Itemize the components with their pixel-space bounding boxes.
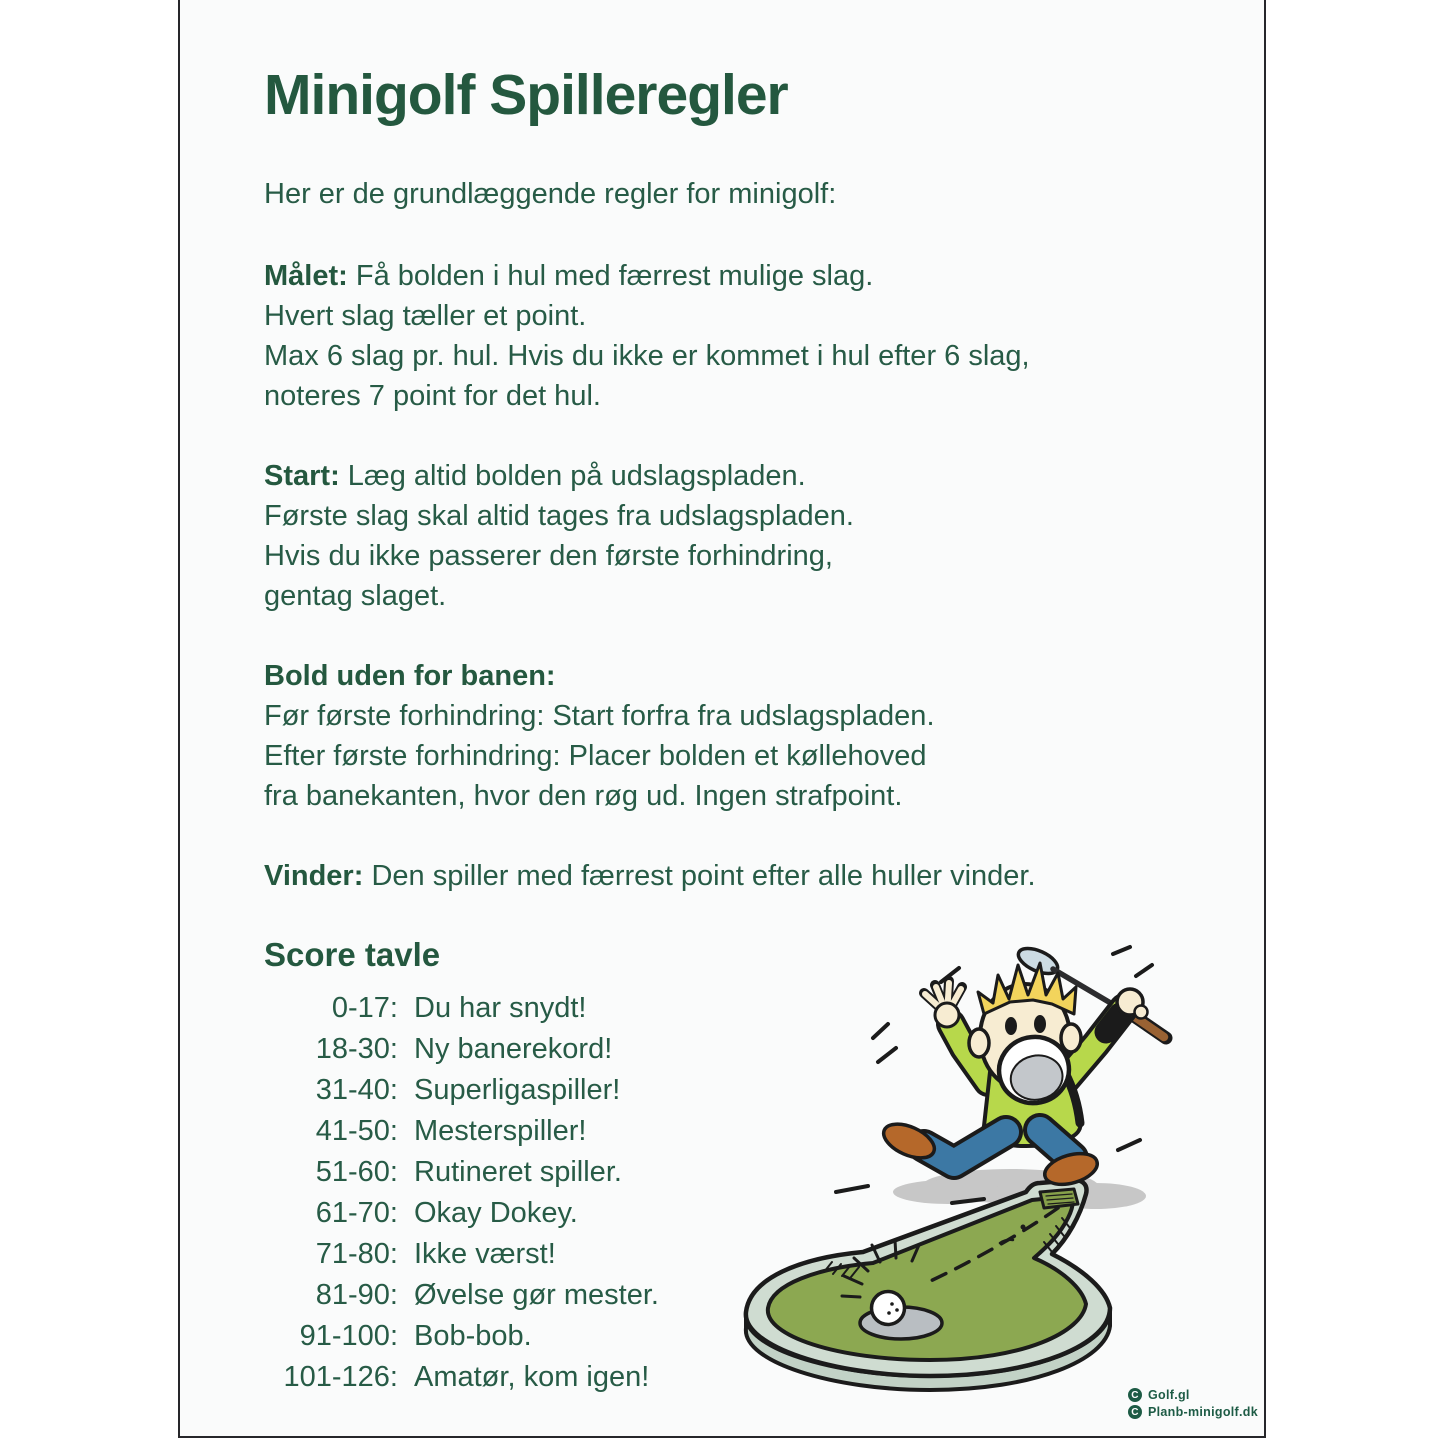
copyright-c-icon: C bbox=[1128, 1405, 1142, 1419]
poster-page bbox=[178, 0, 1266, 1438]
intro-text: Her er de grundlæggende regler for minigolf: bbox=[264, 178, 837, 210]
credit-planb-minigolf: C Planb-minigolf.dk bbox=[1128, 1405, 1258, 1419]
score-row: 61-70: Okay Dokey. bbox=[315, 1197, 578, 1229]
score-table-heading: Score tavle bbox=[264, 936, 441, 973]
section-winner-label: Vinder: bbox=[264, 860, 364, 892]
section-start: Start: Læg altid bolden på udslagspladen. Første slag skal altid tages fra udslagspladen. Hvis du ikke passerer den første forhindring, gentag slaget. bbox=[264, 460, 854, 612]
section-out-of-bounds-label: Bold uden for banen: bbox=[264, 660, 556, 692]
score-row: 91-100: Bob-bob. bbox=[299, 1320, 532, 1352]
section-out-of-bounds: Bold uden for banen: Før første forhindring: Start forfra fra udslagspladen. Efter første forhindring: Placer bolden et køllehoved fra banekanten, hvor den røg ud. Ingen strafpoint. bbox=[264, 660, 935, 812]
section-start-label: Start: bbox=[264, 460, 340, 492]
score-row: 41-50: Mesterspiller! bbox=[315, 1115, 587, 1147]
section-goal: Målet: Få bolden i hul med færrest mulige slag. Hvert slag tæller et point. Max 6 slag pr. hul. Hvis du ikke er kommet i hul efter 6 slag, noteres 7 point for det hul. bbox=[264, 260, 1030, 412]
copyright-c-icon: C bbox=[1128, 1388, 1142, 1402]
section-winner: Vinder: Den spiller med færrest point efter alle huller vinder. bbox=[264, 860, 1036, 892]
score-table bbox=[264, 988, 1214, 1398]
score-row: 101-126: Amatør, kom igen! bbox=[283, 1361, 650, 1393]
page-title: Minigolf Spilleregler bbox=[264, 63, 788, 127]
poster-content bbox=[180, 0, 1264, 1398]
score-row: 18-30: Ny banerekord! bbox=[315, 1033, 613, 1065]
score-row: 81-90: Øvelse gør mester. bbox=[315, 1279, 659, 1311]
score-row: 51-60: Rutineret spiller. bbox=[315, 1156, 622, 1188]
score-row: 71-80: Ikke værst! bbox=[315, 1238, 556, 1270]
score-row: 0-17: Du har snydt! bbox=[331, 992, 587, 1024]
score-row: 31-40: Superligaspiller! bbox=[315, 1074, 621, 1106]
credit-golf-gl: C Golf.gl bbox=[1128, 1388, 1258, 1402]
section-goal-label: Målet: bbox=[264, 260, 348, 292]
footer-credits bbox=[1128, 1388, 1258, 1419]
